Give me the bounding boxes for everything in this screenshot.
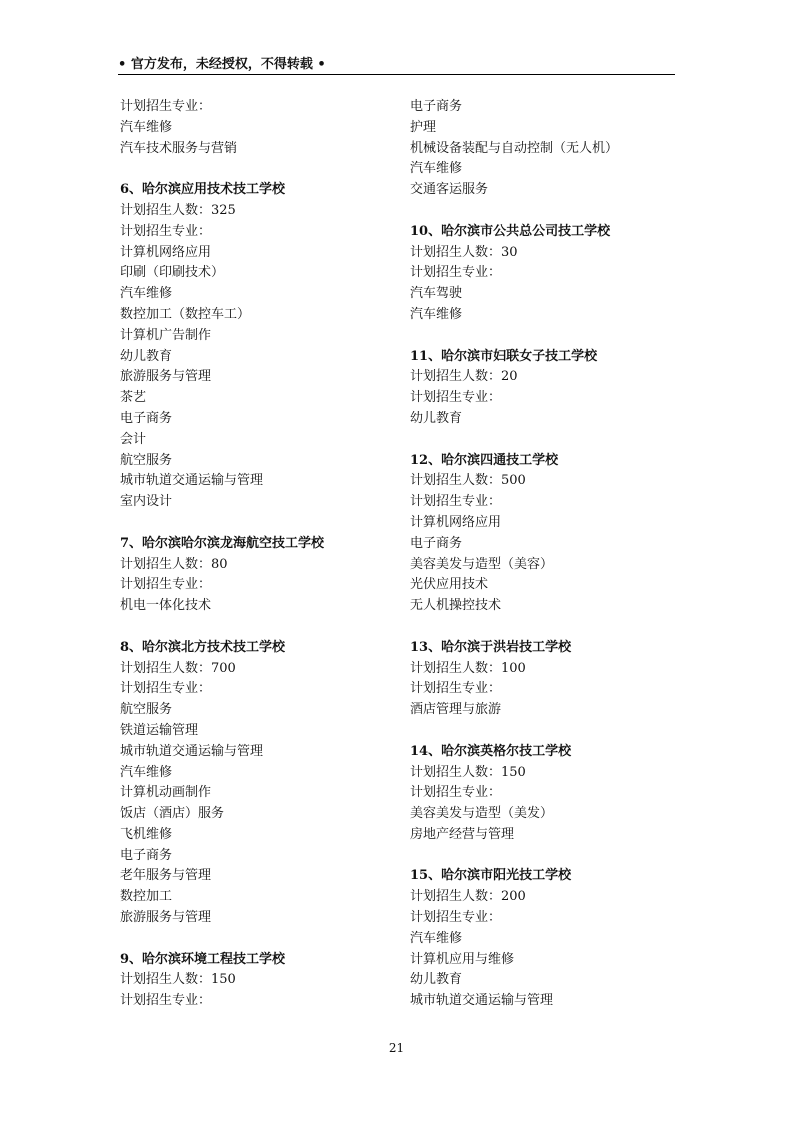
school-title: 7、哈尔滨哈尔滨龙海航空技工学校 bbox=[120, 535, 325, 551]
entry-line: 汽车驾驶 bbox=[410, 286, 463, 302]
entry-line: 计划招生专业： bbox=[120, 681, 212, 697]
entry-line: 护理 bbox=[410, 119, 437, 135]
entry-line: 计算机动画制作 bbox=[120, 785, 212, 801]
entry-line: 计划招生专业： bbox=[410, 910, 502, 926]
entry-line: 计划招生专业： bbox=[410, 265, 502, 281]
school-title: 8、哈尔滨北方技术技工学校 bbox=[120, 639, 286, 655]
entry-line: 计算机应用与维修 bbox=[410, 951, 515, 967]
entry-line: 城市轨道交通运输与管理 bbox=[410, 993, 554, 1009]
entry-line: 无人机操控技术 bbox=[410, 598, 502, 614]
entry-line: 旅游服务与管理 bbox=[120, 369, 212, 385]
section-gap bbox=[410, 326, 685, 347]
section-gap bbox=[120, 159, 395, 180]
entry-line: 机械设备装配与自动控制（无人机） bbox=[410, 140, 619, 156]
section-gap bbox=[410, 617, 685, 638]
entry-line: 汽车维修 bbox=[120, 764, 173, 780]
entry-line: 计划招生专业： bbox=[410, 494, 502, 510]
entry-line: 酒店管理与旅游 bbox=[410, 702, 502, 718]
left-column bbox=[120, 97, 395, 1012]
entry-line: 计划招生人数：20 bbox=[410, 369, 518, 385]
entry-line: 数控加工（数控车工） bbox=[120, 306, 251, 322]
entry-line: 城市轨道交通运输与管理 bbox=[120, 743, 264, 759]
entry-line: 幼儿教育 bbox=[410, 972, 463, 988]
entry-line: 汽车维修 bbox=[410, 930, 463, 946]
right-column bbox=[410, 97, 685, 1012]
entry-line: 计划招生人数：80 bbox=[120, 556, 228, 572]
entry-line: 汽车维修 bbox=[120, 119, 173, 135]
entry-line: 汽车技术服务与营销 bbox=[120, 140, 238, 156]
entry-line: 铁道运输管理 bbox=[120, 722, 199, 738]
entry-line: 计划招生专业： bbox=[120, 99, 212, 114]
section-gap bbox=[410, 721, 685, 742]
entry-line: 航空服务 bbox=[120, 452, 173, 468]
school-title: 15、哈尔滨市阳光技工学校 bbox=[410, 868, 572, 884]
entry-line: 航空服务 bbox=[120, 702, 173, 718]
entry-line: 计划招生专业： bbox=[120, 223, 212, 239]
entry-line: 电子商务 bbox=[120, 847, 173, 863]
entry-line: 旅游服务与管理 bbox=[120, 910, 212, 926]
school-title: 13、哈尔滨于洪岩技工学校 bbox=[410, 639, 572, 655]
entry-line: 计划招生专业： bbox=[120, 993, 212, 1009]
section-gap bbox=[410, 430, 685, 451]
entry-line: 机电一体化技术 bbox=[120, 598, 212, 614]
school-title: 9、哈尔滨环境工程技工学校 bbox=[120, 951, 286, 967]
entry-line: 计划招生专业： bbox=[410, 785, 502, 801]
entry-line: 茶艺 bbox=[120, 390, 147, 406]
school-title: 10、哈尔滨市公共总公司技工学校 bbox=[410, 223, 611, 239]
entry-line: 计算机网络应用 bbox=[120, 244, 212, 260]
entry-line: 计划招生人数：325 bbox=[120, 202, 236, 218]
entry-line: 美容美发与造型（美发） bbox=[410, 806, 554, 822]
entry-line: 计划招生专业： bbox=[120, 577, 212, 593]
entry-line: 计划招生人数：30 bbox=[410, 244, 518, 260]
school-title: 14、哈尔滨英格尔技工学校 bbox=[410, 743, 572, 759]
section-gap bbox=[410, 846, 685, 867]
section-gap bbox=[120, 617, 395, 638]
entry-line: 城市轨道交通运输与管理 bbox=[120, 473, 264, 489]
section-gap bbox=[120, 929, 395, 950]
entry-line: 计划招生人数：100 bbox=[410, 660, 526, 676]
header-rule bbox=[118, 74, 675, 75]
school-title: 11、哈尔滨市妇联女子技工学校 bbox=[410, 348, 598, 364]
entry-line: 电子商务 bbox=[410, 535, 463, 551]
school-title: 12、哈尔滨四通技工学校 bbox=[410, 452, 559, 468]
entry-line: 汽车维修 bbox=[410, 306, 463, 322]
entry-line: 计算机网络应用 bbox=[410, 514, 502, 530]
entry-line: 饭店（酒店）服务 bbox=[120, 806, 225, 822]
entry-line: 交通客运服务 bbox=[410, 182, 489, 198]
entry-line: 计划招生专业： bbox=[410, 681, 502, 697]
school-title: 6、哈尔滨应用技术技工学校 bbox=[120, 182, 286, 198]
entry-line: 计划招生人数：500 bbox=[410, 473, 526, 489]
entry-line: 光伏应用技术 bbox=[410, 577, 489, 593]
entry-line: 印刷（印刷技术） bbox=[120, 265, 225, 281]
entry-line: 计划招生人数：700 bbox=[120, 660, 236, 676]
running-header: • 官方发布，未经授权，不得转载 • bbox=[118, 57, 326, 72]
entry-line: 计划招生专业： bbox=[410, 390, 502, 406]
entry-line: 美容美发与造型（美容） bbox=[410, 556, 554, 572]
entry-line: 计划招生人数：150 bbox=[410, 764, 526, 780]
entry-line: 室内设计 bbox=[120, 494, 173, 510]
section-gap bbox=[410, 201, 685, 222]
entry-line: 汽车维修 bbox=[410, 161, 463, 177]
entry-line: 计划招生人数：150 bbox=[120, 972, 236, 988]
page-number: 21 bbox=[388, 1041, 405, 1055]
entry-line: 汽车维修 bbox=[120, 286, 173, 302]
entry-line: 计算机广告制作 bbox=[120, 327, 212, 343]
entry-line: 房地产经营与管理 bbox=[410, 826, 515, 842]
entry-line: 计划招生人数：200 bbox=[410, 889, 526, 905]
section-gap bbox=[120, 513, 395, 534]
entry-line: 老年服务与管理 bbox=[120, 868, 212, 884]
entry-line: 数控加工 bbox=[120, 889, 173, 905]
entry-line: 幼儿教育 bbox=[120, 348, 173, 364]
entry-line: 幼儿教育 bbox=[410, 410, 463, 426]
entry-line: 电子商务 bbox=[120, 410, 173, 426]
entry-line: 会计 bbox=[120, 431, 147, 447]
entry-line: 飞机维修 bbox=[120, 826, 173, 842]
entry-line: 电子商务 bbox=[410, 99, 463, 114]
